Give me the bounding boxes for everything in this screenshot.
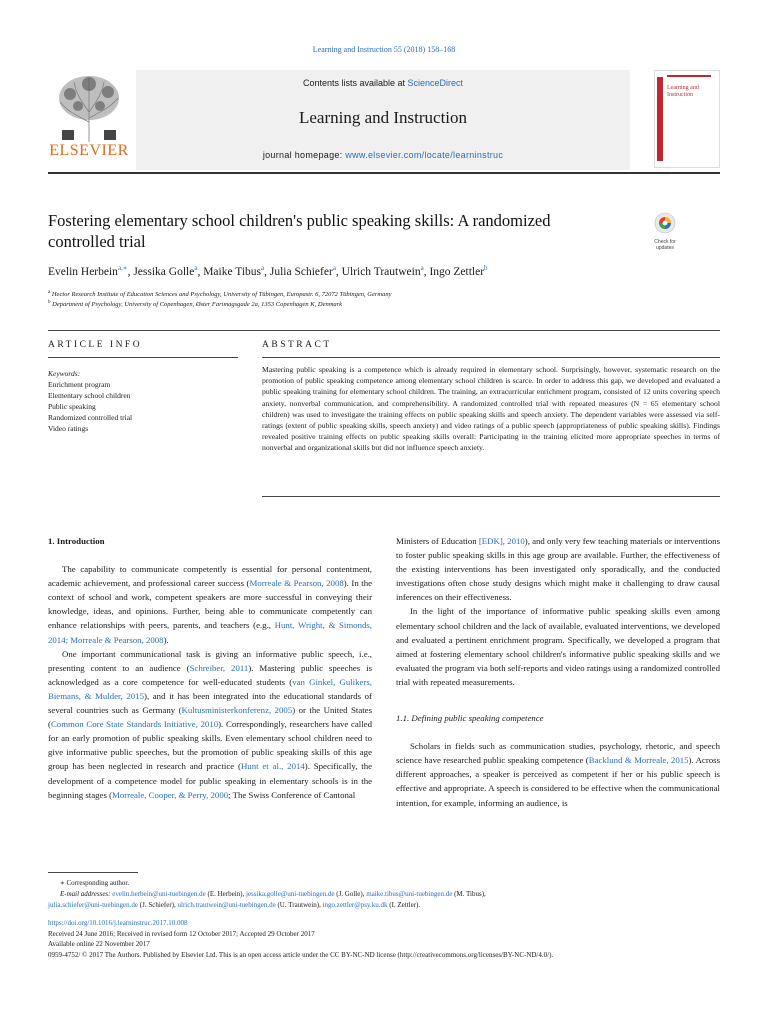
citation-link[interactable]: Kultusministerkonferenz, 2005 bbox=[181, 705, 293, 716]
email-label: E-mail addresses: bbox=[60, 890, 113, 898]
affiliation-a-marker: a bbox=[48, 290, 51, 295]
elsevier-wordmark: ELSEVIER bbox=[49, 142, 129, 159]
article-info-heading: ARTICLE INFO bbox=[48, 340, 143, 350]
author-list: Evelin Herbein$^{a,∗}$, Jessika Golle$^a$, Maike Tibus$^a$, Julia Schiefer$^a$, Ulrich Trautwein$^a$, Ingo Zettler$^b$ bbox=[48, 264, 488, 278]
abstract-divider bbox=[262, 357, 720, 358]
homepage-link[interactable]: www.elsevier.com/locate/learninstruc bbox=[345, 150, 504, 160]
paragraph-text: Scholars in fields such as communication studies, psychology, rhetoric, and speech science have researched public speaking competence ( bbox=[396, 741, 720, 766]
paragraph bbox=[48, 562, 372, 647]
email-link[interactable]: evelin.herbein@uni-tuebingen.de bbox=[112, 890, 206, 898]
paragraph-text: Ministers of Education bbox=[396, 536, 479, 546]
corresponding-author-note: ∗ Corresponding author. bbox=[60, 879, 130, 887]
paragraph-text: One important communicational task is giving an informative public speech, i.e., presenting content to an audience ( bbox=[48, 648, 372, 673]
author-affiliation-marker[interactable]: a bbox=[194, 264, 198, 272]
paragraph bbox=[396, 534, 720, 604]
article-title bbox=[48, 210, 638, 252]
paragraph-text: ), and only very few teaching materials or interventions to foster public speaking skills in this age group are available. Further, the effectiveness of the existing interventions has been investigated only sporadically, and the conducted investigations often chose study designs which might make it challenging to draw causal inferences on their effectiveness. bbox=[396, 536, 720, 603]
affiliation-a bbox=[48, 290, 728, 298]
check-for-updates-button[interactable] bbox=[648, 212, 682, 252]
contents-prefix: Contents lists available at bbox=[302, 78, 408, 88]
cover-title-line2: Instruction bbox=[667, 92, 693, 98]
body-left-column bbox=[48, 534, 372, 802]
keyword-item: Elementary school children bbox=[48, 391, 131, 400]
cover-side-bar bbox=[657, 77, 663, 161]
paragraph-text: ; The Swiss Conference of Cantonal bbox=[228, 789, 356, 800]
email-owner: (U. Trautwein), bbox=[275, 901, 323, 909]
check-updates-label-2: updates bbox=[656, 245, 674, 251]
journal-reference-link[interactable]: Learning and Instruction 55 (2018) 158–168 bbox=[312, 45, 456, 54]
homepage-label: journal homepage: bbox=[262, 150, 346, 160]
paragraph: In the light of the importance of informative public speaking skills even among elementary school children and the lack of available, evaluated interventions, we developed and evaluated a pertinent enrichment program. Specifically, we developed a program that aimed at fostering elementary school children's informative public speaking skills and we evaluated the program via both self-reports and video ratings using a randomized controlled trial with repeated measurements. bbox=[396, 606, 720, 687]
email-link[interactable]: ingo.zettler@psy.ku.dk bbox=[322, 901, 388, 909]
cover-title-line1: Learning and bbox=[667, 85, 699, 91]
keyword-item: Video ratings bbox=[48, 424, 89, 433]
keyword-item: Randomized controlled trial bbox=[48, 413, 133, 422]
citation-link[interactable]: Morreale, Cooper, & Perry, 2000 bbox=[112, 789, 229, 800]
elsevier-tree-icon bbox=[48, 72, 130, 144]
email-owner: (I. Zettler). bbox=[387, 901, 421, 909]
keyword-item: Enrichment program bbox=[48, 380, 111, 389]
affiliation-b bbox=[48, 300, 728, 308]
journal-cover-thumbnail[interactable] bbox=[654, 70, 720, 168]
author-affiliation-marker[interactable]: b bbox=[484, 264, 488, 272]
author-name[interactable]: Ingo Zettler bbox=[429, 265, 485, 278]
author-affiliation-marker[interactable]: a bbox=[332, 264, 336, 272]
footnotes bbox=[48, 878, 720, 911]
citation-link[interactable]: Backlund & Morreale, 2015 bbox=[588, 755, 689, 766]
author-name[interactable]: Evelin Herbein bbox=[48, 265, 118, 278]
citation-link[interactable]: van Ginkel, Gulikers, Biemans, & Mulder, 2015 bbox=[48, 676, 372, 701]
paragraph-text: ). In the context of school and work, competent speakers are more successful in conveying their knowledge, ideas, and opinions. Further, being able to communicate competently can enhance relationships with peers, parents, and teachers (e.g., bbox=[48, 578, 372, 631]
affiliation-b-text: Department of Psychology, University of Copenhagen, Øster Farimagsgade 2a, 1353 Copenhagen K, Denmark bbox=[52, 301, 343, 309]
keywords-block bbox=[48, 368, 238, 434]
journal-homepage bbox=[136, 150, 630, 160]
check-updates-label-1: Check for bbox=[654, 239, 676, 245]
license-text: 0959-4752/ © 2017 The Authors. Published by Elsevier Ltd. This is an open access article under the CC BY-NC-ND license (http://creativecommons.org/licenses/BY-NC-ND/4.0/). bbox=[48, 950, 554, 959]
author-affiliation-marker[interactable]: a bbox=[261, 264, 265, 272]
email-line-2 bbox=[48, 900, 720, 911]
paragraph-text: ). Across different approaches, a speaker is perceived as competent if her or his public speech is effective and appropriate. A speech is considered to be effective when the communicational intention, for example, informing an audience, is bbox=[396, 755, 721, 808]
paragraph-text: ). bbox=[163, 634, 169, 645]
author-name[interactable]: Maike Tibus bbox=[203, 265, 262, 278]
section-heading-defining: 1.1. Defining public speaking competence bbox=[396, 713, 544, 724]
body-right-column bbox=[396, 534, 720, 810]
email-owner: (J. Schiefer), bbox=[138, 901, 178, 909]
paragraph bbox=[396, 739, 720, 809]
article-title-line2: controlled trial bbox=[48, 232, 146, 251]
received-dates: Received 24 June 2016; Received in revised form 12 October 2017; Accepted 29 October 2017 bbox=[48, 929, 315, 938]
citation-link[interactable]: Hunt, Wright, & Simonds, 2014; Morreale & Pearson, 2008 bbox=[48, 620, 372, 645]
author-affiliation-marker[interactable]: a,∗ bbox=[117, 264, 128, 272]
paragraph-text: The capability to communicate competently is essential for personal contentment, academic achievement, and professional career success ( bbox=[48, 564, 372, 589]
top-divider bbox=[48, 330, 720, 331]
abstract-text: Mastering public speaking is a competence which is already required in elementary school. Surprisingly, however, systematic research on the promotion of public speaking competence among elementary school children is scarce. In order to address this gap, we developed and evaluated a public speaking training for elementary school children. The training, an extracurricular enrichment program, consisted of 12 units covering speech anxiety, nonverbal communication, and comprehensibility. A randomized controlled trial with repeated measures (N = 65 elementary school children) was used to investigate the training effects on public speaking skills and speech anxiety. The dependent variables were assessed via self-ratings (extent of public speaking skills, speech anxiety) and video ratings of a public speech (appropriateness of public speaking skills). Findings revealed positive training effects on public speaking skills overall: Participating in the training elicited more appropriate speeches in terms of nonverbal and organizational skills but did not influence speech anxiety. bbox=[262, 365, 720, 453]
check-updates-icon bbox=[654, 212, 676, 234]
masthead-center bbox=[136, 70, 630, 170]
article-title-line1: Fostering elementary school children's public speaking skills: A randomized bbox=[48, 211, 551, 230]
publication-info bbox=[48, 918, 720, 960]
affiliation-b-marker: b bbox=[48, 300, 51, 305]
info-divider bbox=[48, 357, 238, 358]
cover-top-stripe bbox=[667, 75, 711, 77]
keywords-label: Keywords: bbox=[48, 369, 81, 378]
email-line-1 bbox=[48, 889, 720, 900]
author-name[interactable]: Ulrich Trautwein bbox=[341, 265, 421, 278]
contents-line bbox=[136, 78, 630, 88]
citation-link[interactable]: Hunt et al., 2014 bbox=[240, 761, 305, 772]
paragraph-text: ). Correspondingly, researchers have called for an early promotion of public speaking skills. Even elementary school children need to give informative public speeches, but the promotion of public speaking skills of this age group has been neglected in research and practice ( bbox=[48, 719, 372, 772]
paragraph-text: ) or the United States ( bbox=[48, 705, 372, 730]
online-date: Available online 22 November 2017 bbox=[48, 940, 150, 948]
email-owner: (M. Tibus), bbox=[452, 890, 486, 898]
journal-masthead bbox=[48, 70, 720, 174]
email-link[interactable]: julia.schiefer@uni-tuebingen.de bbox=[48, 901, 139, 909]
cover-title bbox=[667, 85, 699, 99]
affiliation-a-text: Hector Research Institute of Education Sciences and Psychology, University of Tübingen, Europastr. 6, 72072 Tübingen, Germany bbox=[51, 291, 392, 299]
email-link[interactable]: ulrich.trautwein@uni-tuebingen.de bbox=[177, 901, 276, 909]
paragraph-text: ). Mastering public speeches is acknowledged as a core competence for well-educated students ( bbox=[48, 662, 372, 687]
author-name[interactable]: Julia Schiefer bbox=[269, 265, 333, 278]
email-owner: (J. Golle), bbox=[334, 890, 367, 898]
abstract-heading: ABSTRACT bbox=[262, 340, 332, 350]
citation-link[interactable]: Morreale & Pearson, 2008 bbox=[249, 578, 344, 589]
sciencedirect-link[interactable]: ScienceDirect bbox=[407, 78, 464, 88]
citation-link[interactable]: Common Core State Standards Initiative, 2010 bbox=[50, 719, 219, 730]
abstract-bottom-divider bbox=[262, 496, 720, 497]
spacer bbox=[396, 689, 720, 701]
journal-name: Learning and Instruction bbox=[298, 108, 468, 127]
paragraph-text: ), and it has been integrated into the educational standards of several countries such as Germany ( bbox=[48, 690, 372, 716]
email-link[interactable]: jessika.golle@uni-tuebingen.de bbox=[246, 890, 335, 898]
citation-link[interactable]: Schreiber, 2011 bbox=[189, 662, 249, 673]
citation-link[interactable]: [EDK], 2010 bbox=[478, 536, 525, 546]
doi-link[interactable]: https://doi.org/10.1016/j.learninstruc.2017.10.008 bbox=[48, 919, 188, 927]
elsevier-logo[interactable] bbox=[48, 72, 130, 166]
email-link[interactable]: maike.tibus@uni-tuebingen.de bbox=[366, 890, 453, 898]
paragraph bbox=[48, 647, 372, 802]
author-affiliation-marker[interactable]: a bbox=[420, 264, 424, 272]
paragraph-text: ). Specifically, the development of a competence model for public speaking in elementary schools is in the beginning stages ( bbox=[48, 761, 372, 800]
email-owner: (E. Herbein), bbox=[205, 890, 246, 898]
section-heading-introduction: 1. Introduction bbox=[48, 536, 105, 546]
footnote-divider bbox=[48, 872, 138, 873]
author-name[interactable]: Jessika Golle bbox=[133, 265, 195, 278]
keyword-item: Public speaking bbox=[48, 402, 96, 411]
